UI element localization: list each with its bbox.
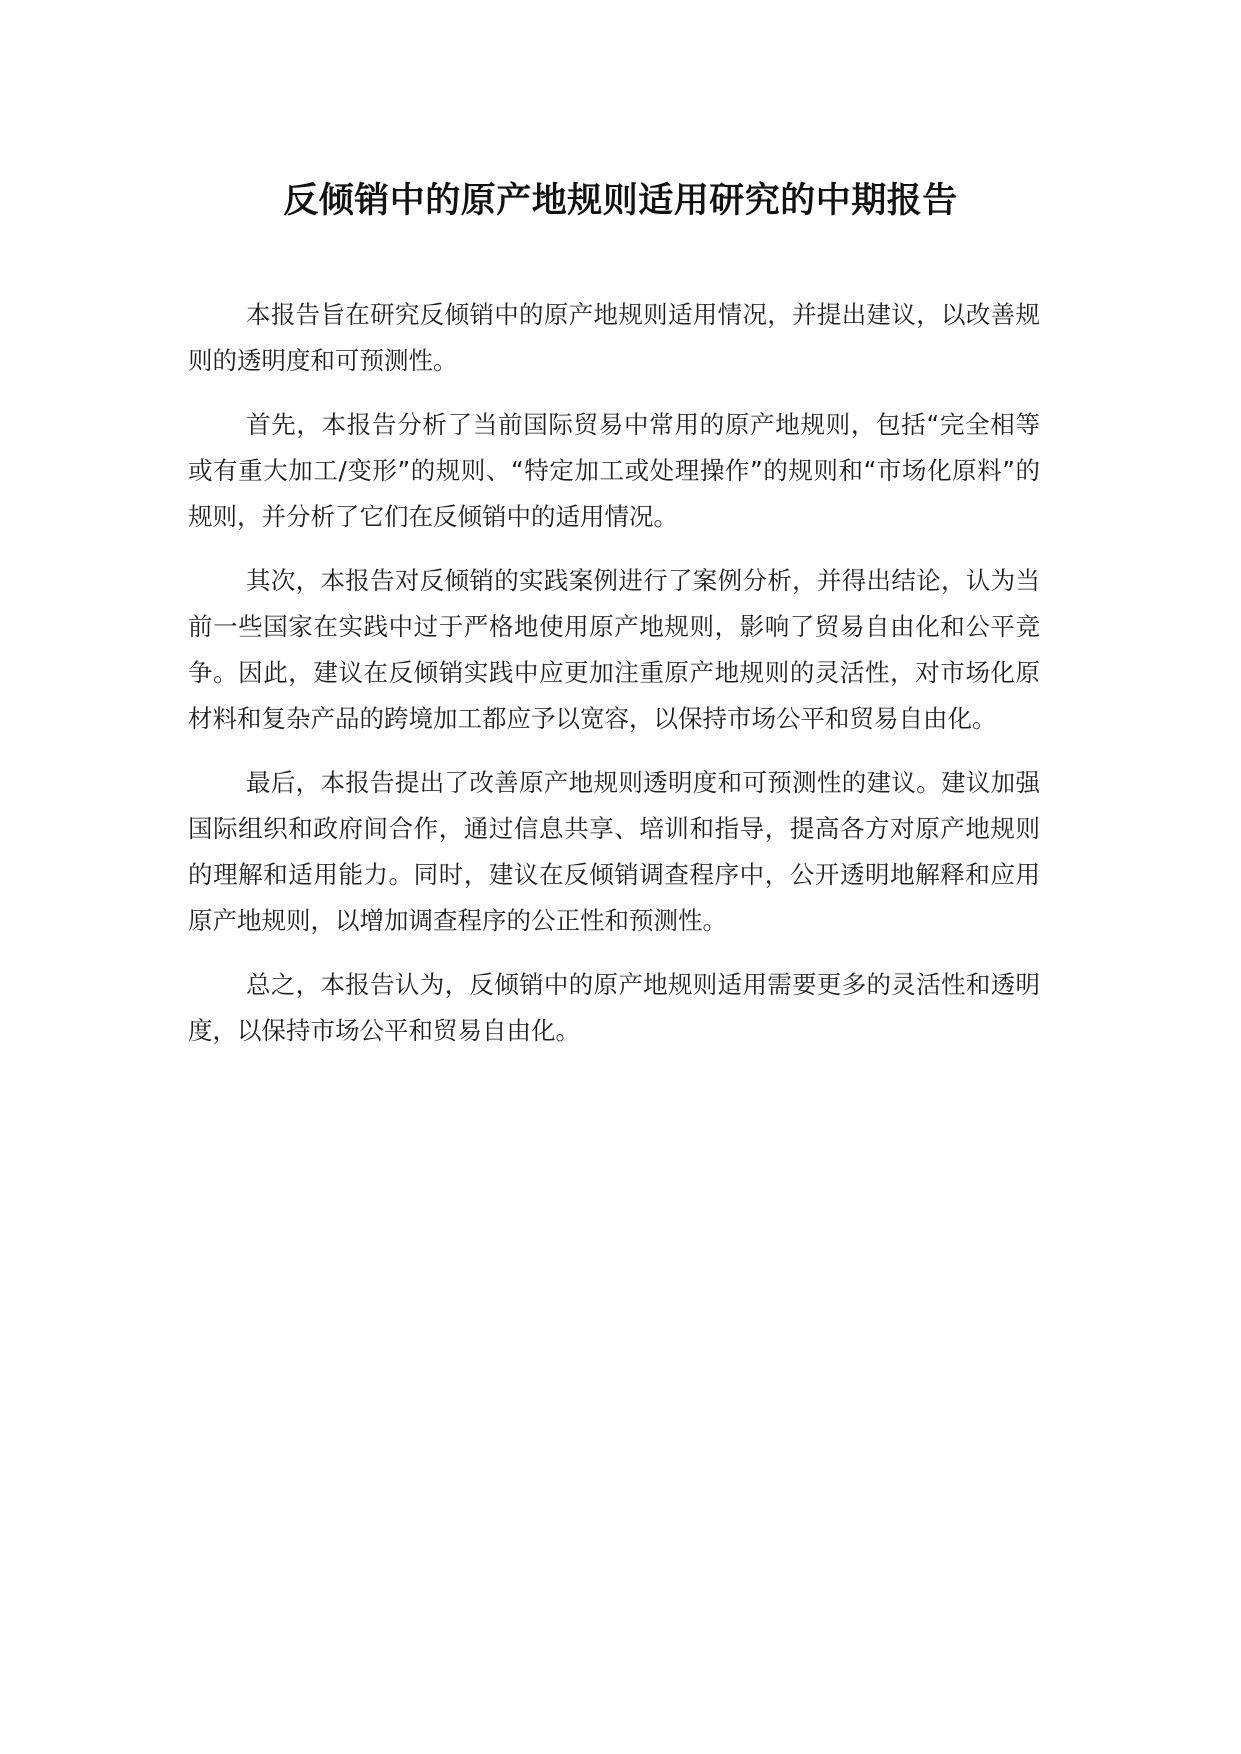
paragraph-third: 最后，本报告提出了改善原产地规则透明度和可预测性的建议。建议加强国际组织和政府间合作，通过信息共享、培训和指导，提高各方对原产地规则的理解和适用能力。同时，建议在反倾销调查程序中，公开透明地解释和应用原产地规则，以增加调查程序的公正性和预测性。: [188, 768, 1040, 935]
paragraph-conclusion: 总之，本报告认为，反倾销中的原产地规则适用需要更多的灵活性和透明度，以保持市场公平和贸易自由化。: [188, 970, 1040, 1045]
document-body: [188, 292, 1040, 1072]
paragraph-first: 首先，本报告分析了当前国际贸易中常用的原产地规则，包括“完全相等或有重大加工/变形”的规则、“特定加工或处理操作”的规则和“市场化原料”的规则，并分析了它们在反倾销中的适用情况。: [188, 410, 1040, 531]
paragraph-second: 其次，本报告对反倾销的实践案例进行了案例分析，并得出结论，认为当前一些国家在实践中过于严格地使用原产地规则，影响了贸易自由化和公平竞争。因此，建议在反倾销实践中应更加注重原产地规则的灵活性，对市场化原材料和复杂产品的跨境加工都应予以宽容，以保持市场公平和贸易自由化。: [188, 566, 1040, 733]
paragraph-intro: 本报告旨在研究反倾销中的原产地规则适用情况，并提出建议，以改善规则的透明度和可预测性。: [188, 300, 1040, 375]
document-title: 反倾销中的原产地规则适用研究的中期报告: [283, 181, 958, 221]
